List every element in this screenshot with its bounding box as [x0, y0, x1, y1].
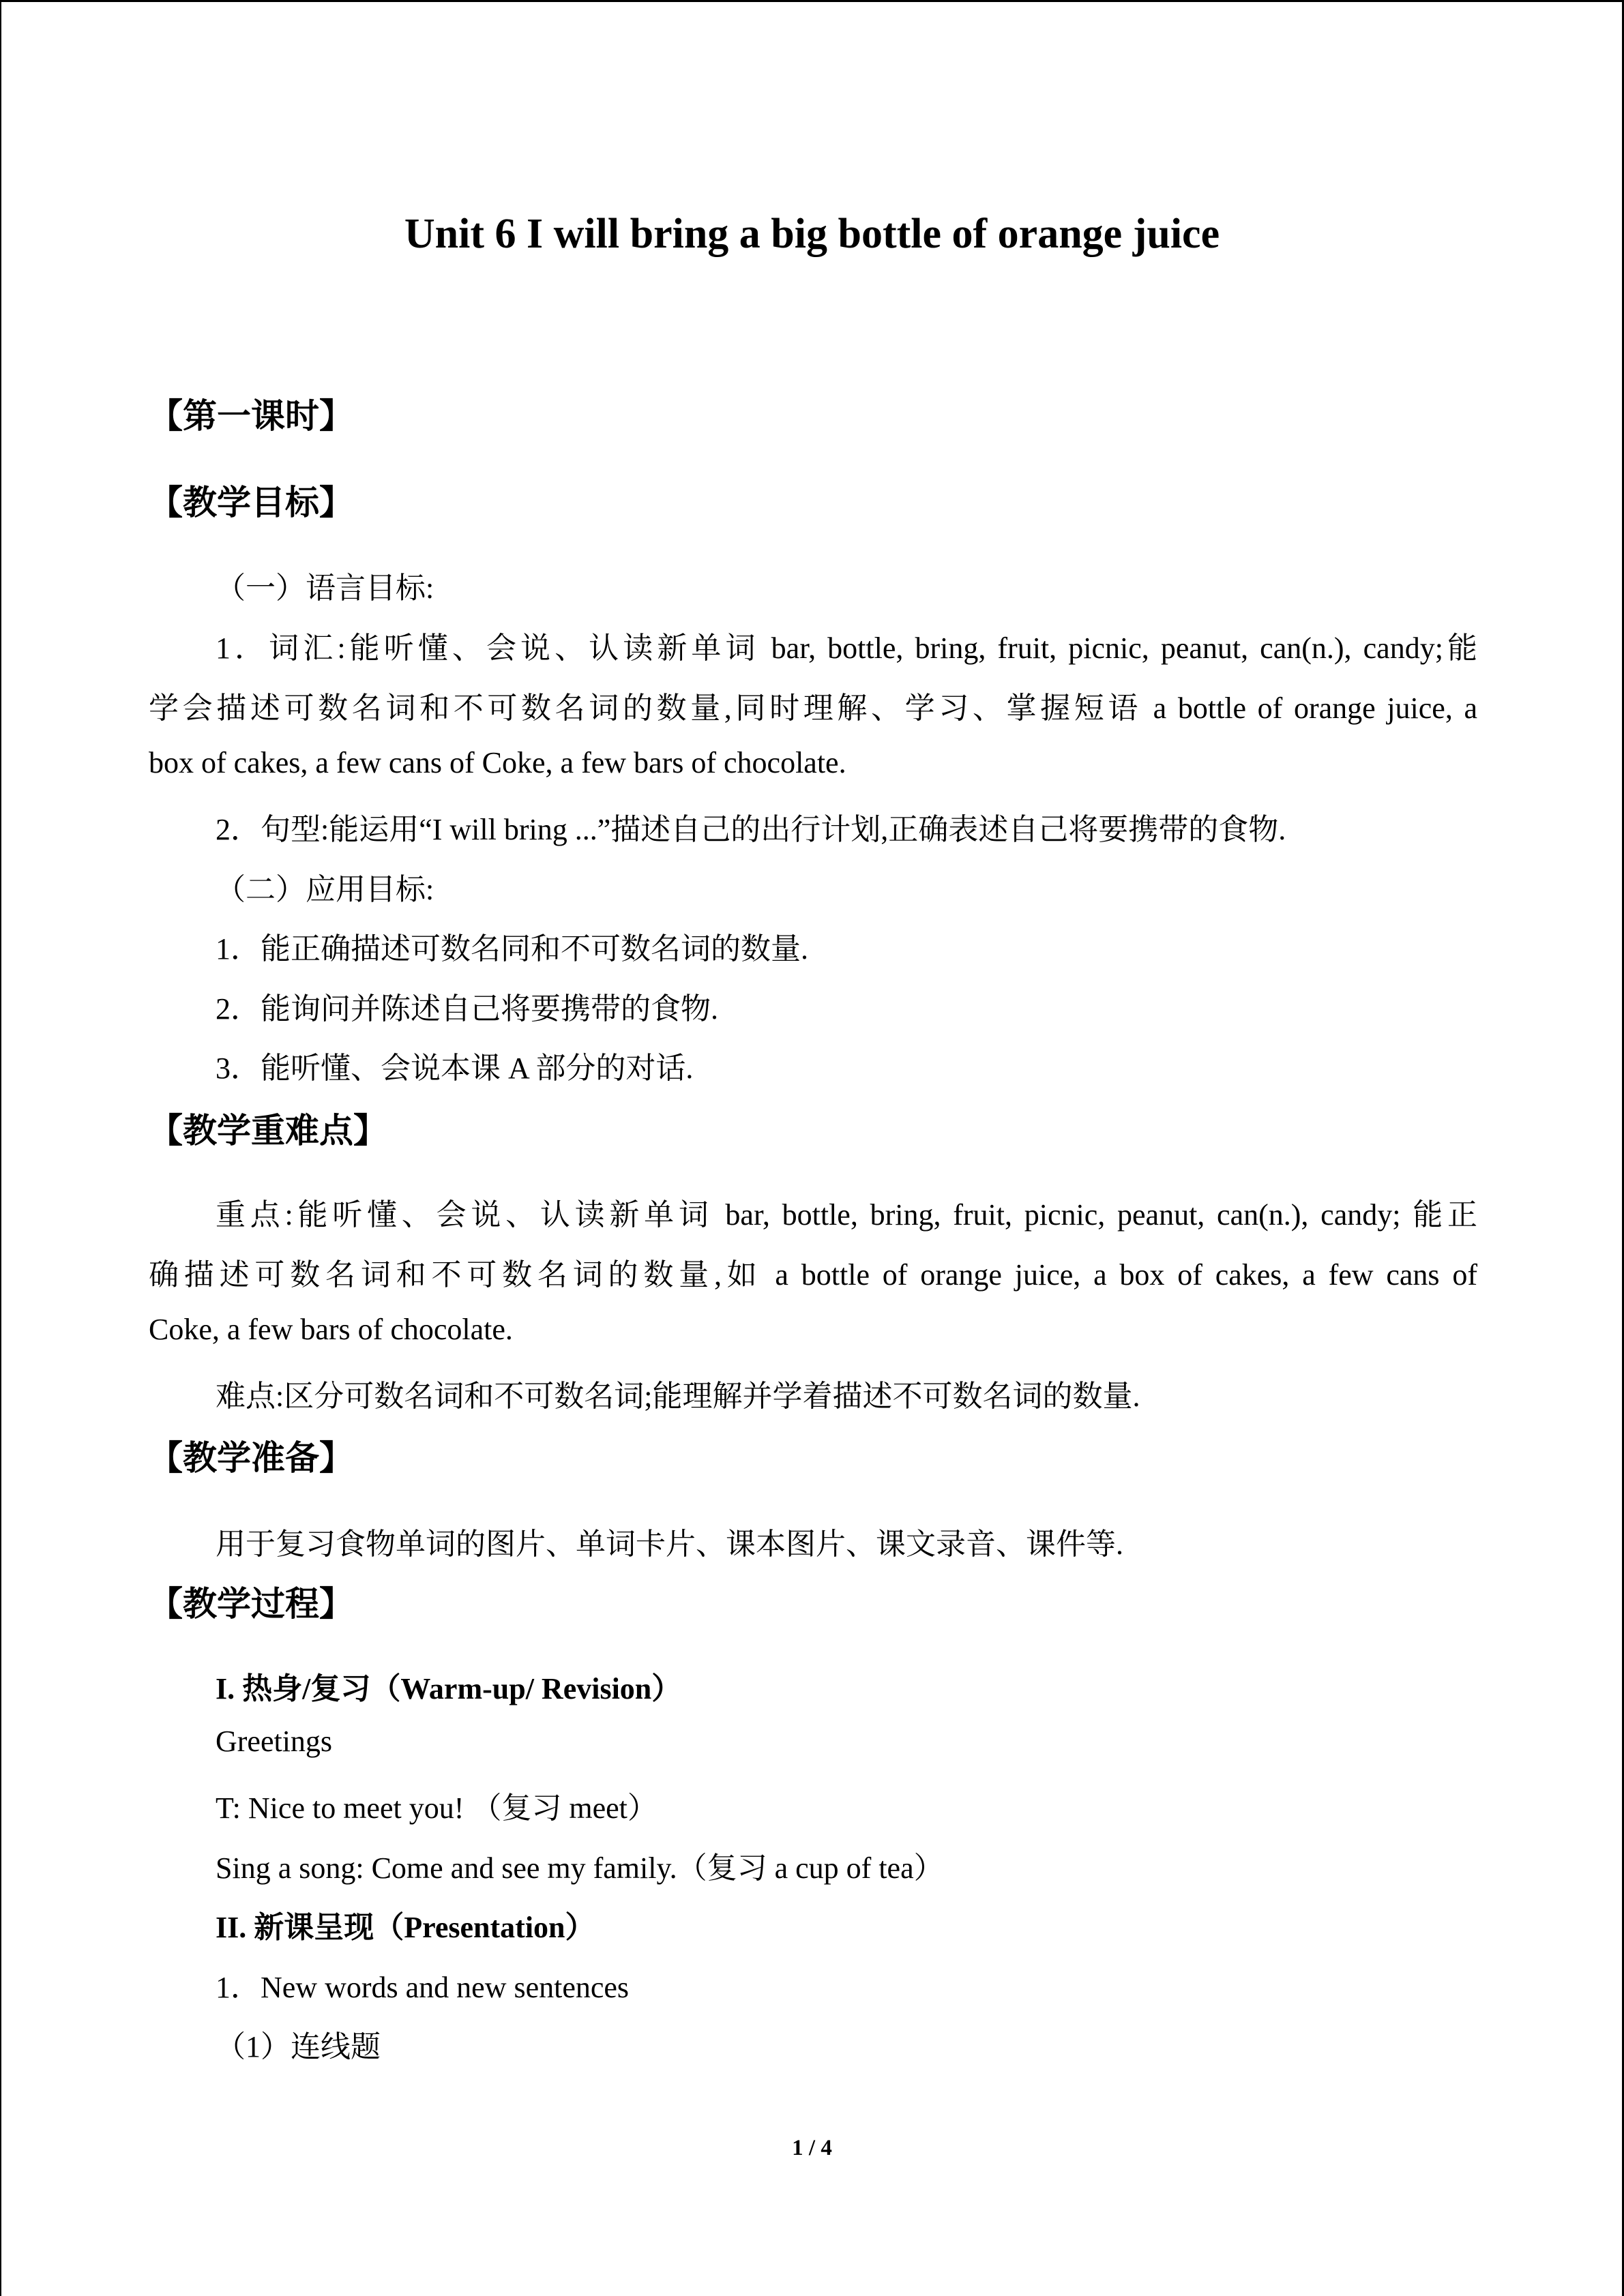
focus-line-2: 确描述可数名词和不可数名词的数量,如 a bottle of orange juice, a box of cakes, a few cans of: [149, 1258, 1477, 1292]
application-item-1: 1．能正确描述可数名同和不可数名词的数量.: [216, 932, 808, 966]
language-objectives-heading: （一）语言目标:: [216, 571, 434, 605]
greetings-line: Greetings: [216, 1725, 333, 1758]
page-left-border: [0, 0, 1, 2296]
warmup-heading: I. 热身/复习（Warm-up/ Revision）: [216, 1672, 682, 1705]
section-process: 【教学过程】: [149, 1584, 353, 1624]
focus-line-1: 重点:能听懂、会说、认读新单词 bar, bottle, bring, fruit, picnic, peanut, can(n.), candy; 能正: [216, 1198, 1477, 1232]
section-preparation: 【教学准备】: [149, 1438, 353, 1478]
sentence-objective: 2．句型:能运用“I will bring ...”描述自己的出行计划,正确表述自己将要携带的食物.: [216, 813, 1286, 846]
page-number: 1 / 4: [792, 2136, 832, 2160]
vocab-line-1: 1．词汇:能听懂、会说、认读新单词 bar, bottle, bring, fruit, picnic, peanut, can(n.), candy;能: [216, 631, 1477, 665]
vocab-line-2: 学会描述可数名词和不可数名词的数量,同时理解、学习、掌握短语 a bottle of orange juice, a: [149, 691, 1477, 725]
application-item-2: 2．能询问并陈述自己将要携带的食物.: [216, 992, 718, 1026]
page-top-border: [0, 0, 1624, 2]
teacher-line: T: Nice to meet you! （复习 meet）: [216, 1791, 658, 1825]
section-key-points: 【教学重难点】: [149, 1111, 387, 1150]
application-objectives-heading: （二）应用目标:: [216, 873, 434, 906]
application-item-3: 3．能听懂、会说本课 A 部分的对话.: [216, 1052, 694, 1085]
focus-line-3: Coke, a few bars of chocolate.: [149, 1313, 513, 1346]
difficulty-line: 难点:区分可数名词和不可数名词;能理解并学着描述不可数名词的数量.: [216, 1380, 1140, 1413]
new-words-line: 1．New words and new sentences: [216, 1971, 630, 2004]
document-title: Unit 6 I will bring a big bottle of orange juice: [404, 211, 1220, 257]
presentation-heading: II. 新课呈现（Presentation）: [216, 1911, 595, 1944]
song-line: Sing a song: Come and see my family.（复习 a cup of tea）: [216, 1851, 944, 1885]
section-objectives: 【教学目标】: [149, 483, 353, 522]
section-lesson: 【第一课时】: [149, 396, 353, 436]
vocab-line-3: box of cakes, a few cans of Coke, a few bars of chocolate.: [149, 746, 846, 779]
preparation-text: 用于复习食物单词的图片、单词卡片、课本图片、课文录音、课件等.: [216, 1527, 1123, 1561]
matching-exercise-line: （1）连线题: [216, 2030, 381, 2063]
